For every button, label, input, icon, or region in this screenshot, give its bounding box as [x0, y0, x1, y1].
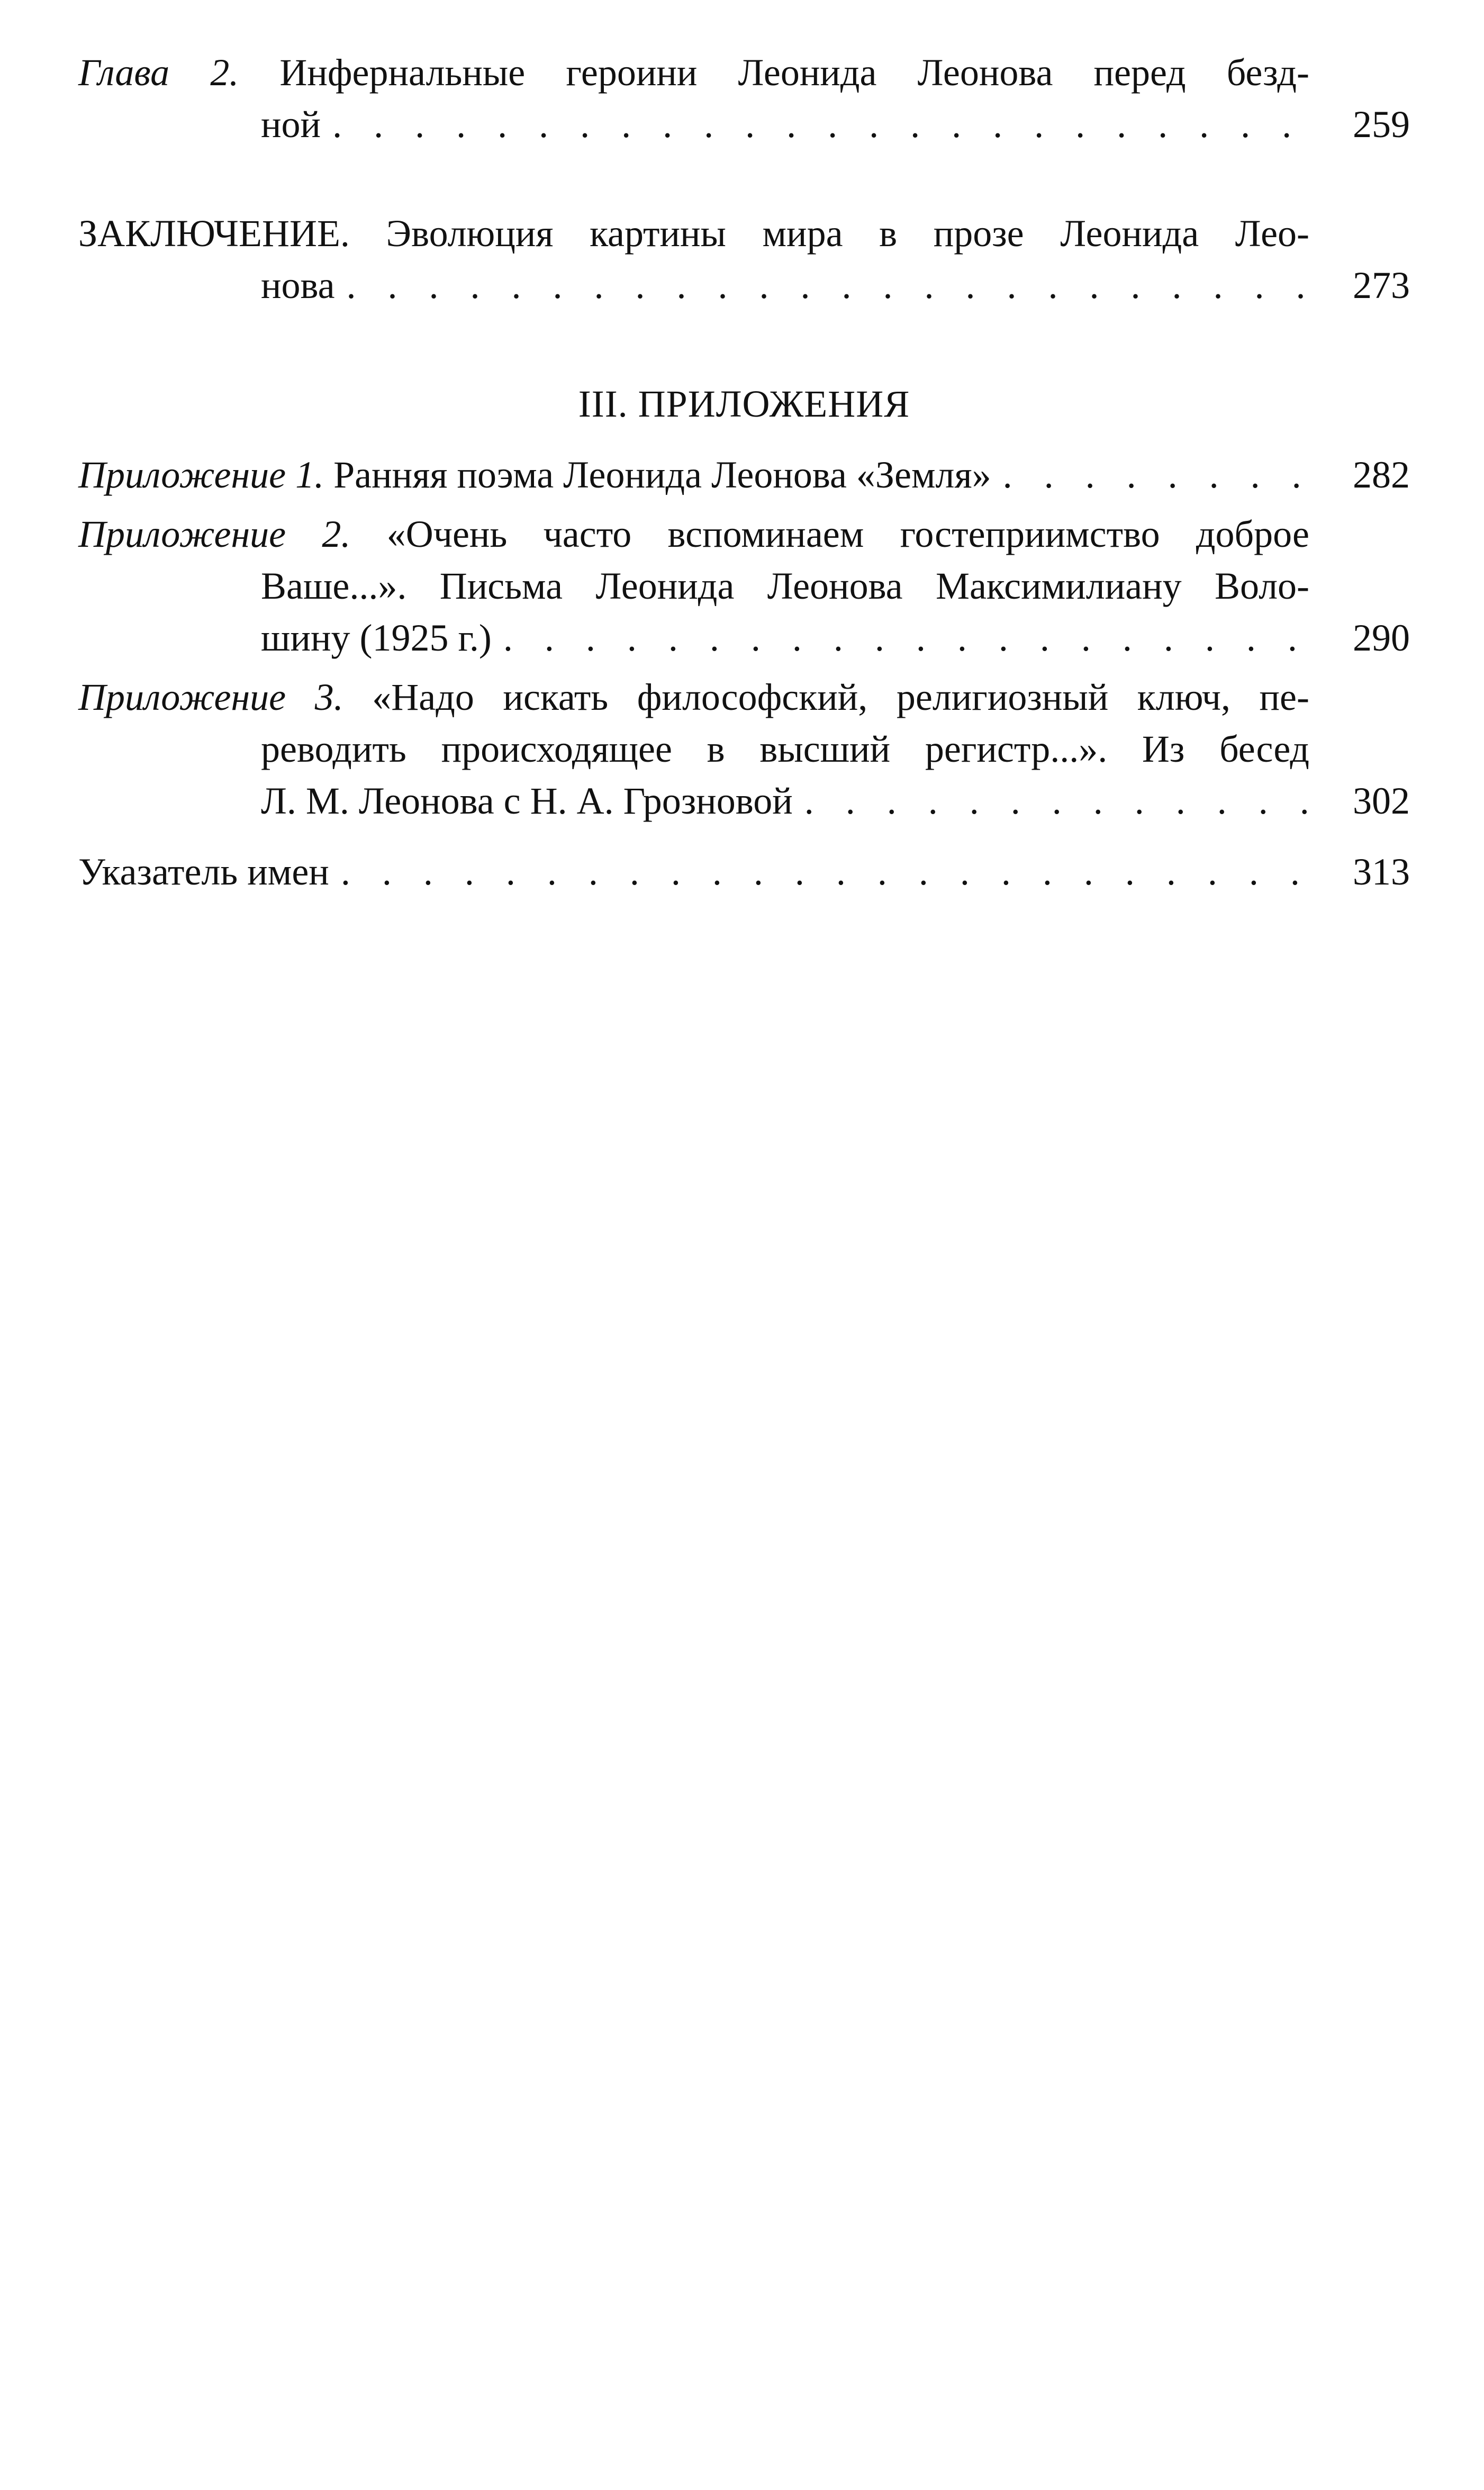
toc-entry-name-index[interactable]: [78, 846, 1410, 898]
toc-entry-conclusion[interactable]: [78, 208, 1410, 311]
toc-entry-first-line: [78, 47, 1410, 98]
toc-entry-title: Указатель имен: [78, 851, 329, 893]
toc-entry-title: «Очень часто вспоминаем гостеприимство доброе: [386, 513, 1310, 555]
dot-leader: [804, 775, 1319, 827]
dot-leader: [503, 612, 1319, 664]
toc-entry-first-line: [78, 208, 1410, 259]
toc-entry-last-line: [78, 775, 1410, 827]
toc-entry-label: ЗАКЛЮЧЕНИЕ.: [78, 212, 350, 255]
toc-entry-appendix-2[interactable]: [78, 508, 1410, 664]
toc-entry-label: Приложение 1.: [78, 454, 324, 496]
section-heading-appendices: III. ПРИЛОЖЕНИЯ: [578, 383, 910, 425]
toc-page-number: 290: [1353, 617, 1410, 659]
toc-entry-chapter-2[interactable]: [78, 47, 1410, 150]
toc-entry-first-line: [78, 671, 1410, 723]
toc-page-number: 282: [1353, 454, 1410, 496]
toc-page-number: 273: [1353, 264, 1410, 306]
toc-entry-title: Инфернальные героини Леонида Леонова перед безд-: [279, 51, 1309, 94]
toc-entry-last-line: [78, 98, 1410, 150]
toc-page-number: 313: [1353, 851, 1410, 893]
toc-entry-title: Ранняя поэма Леонида Леонова «Земля»: [333, 454, 991, 496]
toc-entry-single-line: [78, 449, 1410, 501]
toc-entry-title-end: нова: [261, 264, 335, 306]
table-of-contents: [78, 47, 1410, 898]
toc-entry-appendix-3[interactable]: [78, 671, 1410, 827]
toc-entry-single-line: [78, 846, 1410, 898]
toc-entry-continuation-line: Ваше...». Письма Леонида Леонова Максимилиану Воло-: [261, 565, 1309, 607]
toc-page-number: 259: [1353, 103, 1410, 146]
toc-entry-appendix-1[interactable]: [78, 449, 1410, 501]
toc-entry-title-end: Л. М. Леонова с Н. А. Грозновой: [261, 780, 793, 822]
toc-entry-title-end: ной: [261, 103, 321, 146]
dot-leader: [1003, 449, 1319, 501]
dot-leader: [341, 846, 1319, 898]
toc-entry-last-line: [78, 612, 1410, 664]
toc-entry-first-line: [78, 508, 1410, 560]
dot-leader: [332, 98, 1319, 150]
dot-leader: [347, 259, 1319, 311]
toc-entry-label: Приложение 3.: [78, 676, 343, 718]
toc-entry-label: Глава 2.: [78, 51, 239, 94]
toc-page-number: 302: [1353, 780, 1410, 822]
toc-entry-continuation-line: реводить происходящее в высший регистр...». Из бесед: [261, 728, 1309, 770]
toc-entry-title: Эволюция картины мира в прозе Леонида Лео-: [386, 212, 1310, 255]
toc-entry-label: Приложение 2.: [78, 513, 351, 555]
toc-entry-title: «Надо искать философский, религиозный ключ, пе-: [372, 676, 1309, 718]
toc-entry-last-line: [78, 259, 1410, 311]
toc-entry-title-end: шину (1925 г.): [261, 617, 492, 659]
